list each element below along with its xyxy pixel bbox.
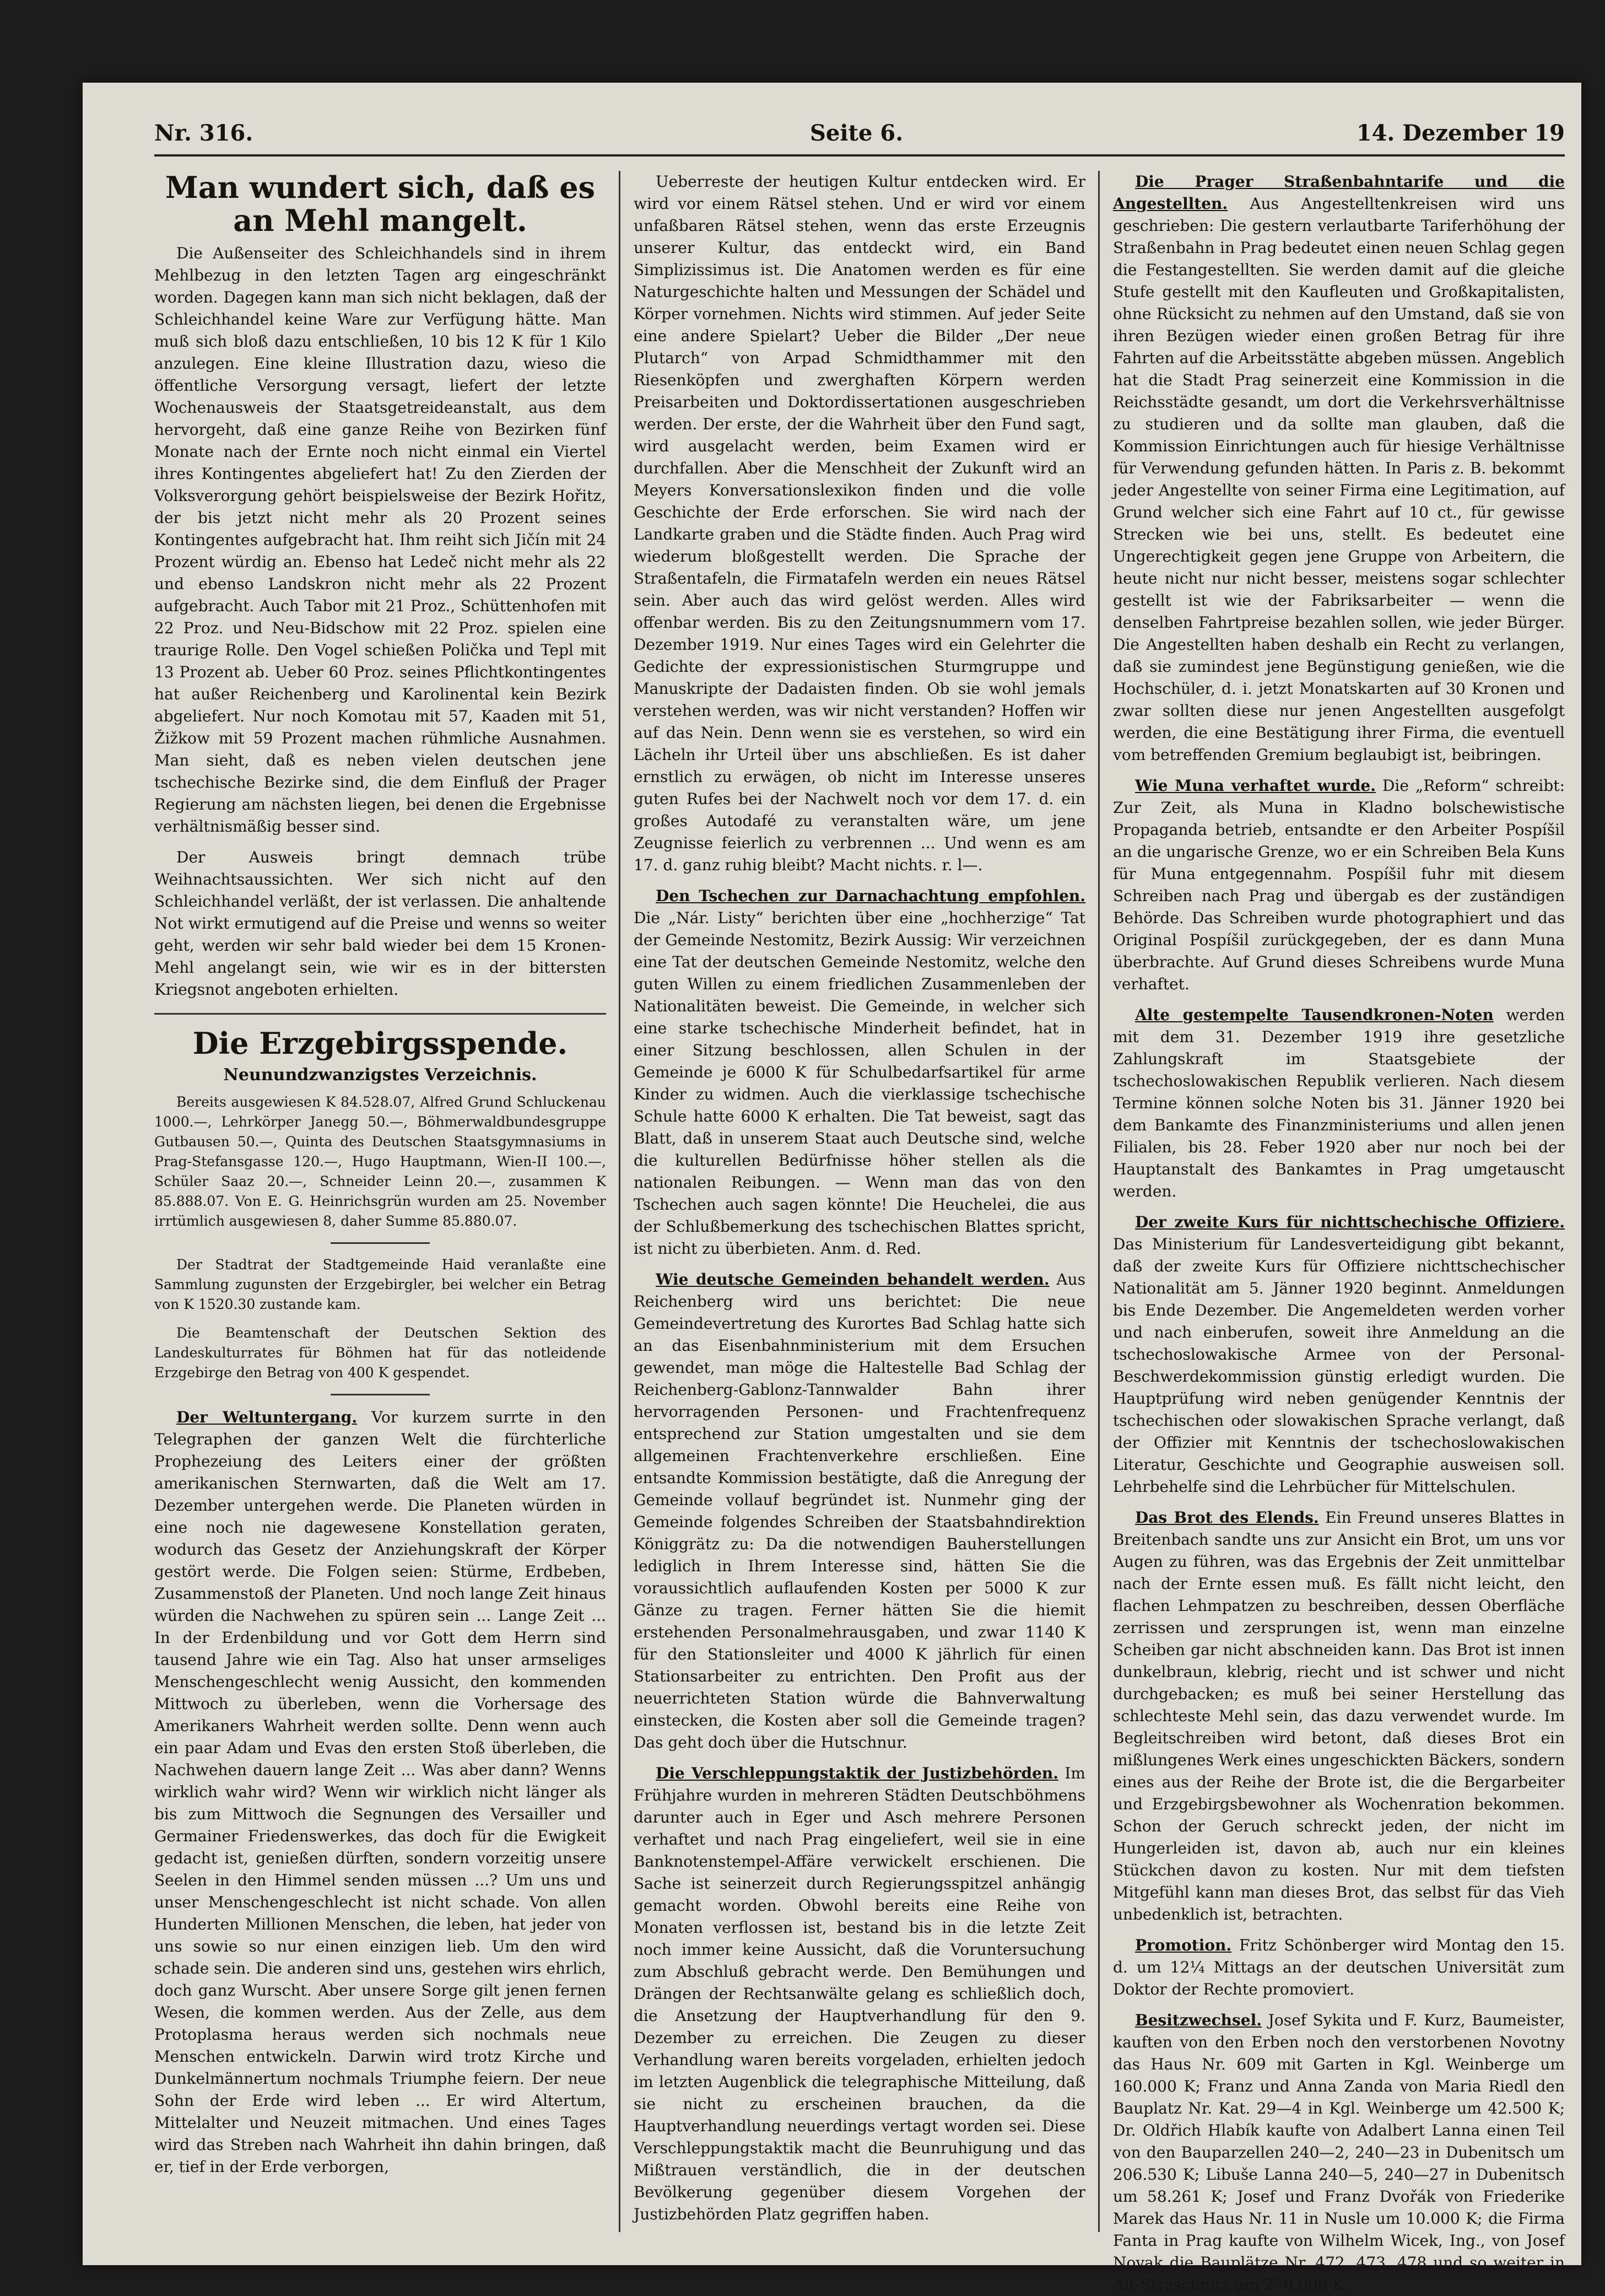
- article-paragraph: [1113, 171, 1565, 766]
- article-paragraph: Die Außenseiter des Schleichhandels sind in ihrem Mehlbezug in den letzten Tagen arg eingeschränkt worden. Dagegen kann man sich nicht beklagen, daß der Schleichhandel keine Ware zur Verfügung hätte. Man muß sich bloß dazu entschließen, 10 bis 12 K für 1 Kilo anzulegen. Eine kleine Illustration dazu, wieso die öffentliche Versorgung versagt, liefert der letzte Wochenausweis der Staatsgetreideanstalt, aus dem hervorgeht, daß eine ganze Reihe von Bezirken fünf Monate nach der Ernte noch nicht einmal ein Viertel ihres Kontingentes abgeliefert hat! Zu den Zierden der Volksverorgung gehört beispielsweise der Bezirk Hořitz, der bis jetzt nicht mehr als 20 Prozent seines Kontingentes aufgebracht hat. Ihm reiht sich Jičín mit 24 Prozent würdig an. Ebenso hat Ledeč nicht mehr als 22 und ebenso Landskron nicht mehr als 22 Prozent aufgebracht. Auch Tabor mit 21 Proz., Schüttenhofen mit 22 Proz. und Neu-Bidschow mit 22 Proz. spielen eine traurige Rolle. Den Vogel schießen Polička und Tepl mit 13 Prozent ab. Ueber 60 Proz. seines Pflichtkontingentes hat außer Reichenberg und Karolinental kein Bezirk abgeliefert. Nur noch Komotau mit 57, Kaaden mit 51, Žižkow mit 59 Prozent machen rühmliche Ausnahmen. Man sieht, daß es neben vielen deutschen jene tschechische Bezirke sind, die dem Einfluß der Prager Regierung am nächsten liegen, bei denen die Ergebnisse verhältnismäßig besser sind.: [154, 244, 606, 836]
- article-paragraph: [1113, 1004, 1565, 1203]
- column-divider: [1098, 171, 1100, 2232]
- article-headline: Man wundert sich, daß es an Mehl mangelt.: [165, 170, 596, 238]
- article-run-in-title: Wie deutsche Gemeinden behandelt werden.: [656, 1270, 1050, 1289]
- article-paragraph: Der Stadtrat der Stadtgemeinde Haid veranlaßte eine Sammlung zugunsten der Erzgebirgler, bei welcher ein Betrag von K 1520.30 zustande kam.: [154, 1257, 606, 1312]
- article-paragraph: [1113, 1507, 1565, 1926]
- article-paragraph: [1113, 2009, 1565, 2296]
- article-paragraph: [1113, 1211, 1565, 1498]
- column-divider: [619, 171, 620, 2232]
- section-divider: [331, 1394, 430, 1395]
- section-divider: [331, 1242, 430, 1244]
- article-text: Ein Freund unseres Blattes in Breitenbach sandte uns zur Ansicht ein Brot, um uns vor Augen zu führen, was das Ergebnis der Zeit unmittelbar nach der Ernte essen muß. Es fällt nicht leicht, den flachen Lehmpatzen zu beschreiben, dessen Oberfläche zerrissen und zersprungen ist, wenn man einzelne Scheiben gar nicht abschneiden kann. Das Brot ist innen dunkelbraun, klebrig, riecht und ist schwer und nicht durchgebacken; es muß bei seiner Herstellung das schlechteste Mehl sein, das dazu verwendet wurde. Im Begleitschreiben wird betont, daß dieses Brot ein mißlungenes Werk eines ungeschickten Bäckers, sondern eines aus der Reihe der Brote ist, die die Bergarbeiter und Erzgebirgsbewohner als Wochenration bekommen. Schon der Geruch schreckt jeden, der nicht im Hungerleiden ist, davon ab, auch nur ein kleines Stückchen davon zu kosten. Nur mit dem tiefsten Mitgefühl kann man dieses Brot, das selbst für das Vieh unbedenklich ist, betrachten.: [1113, 1508, 1565, 1923]
- article-paragraph: [634, 885, 1085, 1260]
- article-text: Die „Reform“ schreibt: Zur Zeit, als Muna in Kladno bolschewistische Propaganda betrieb, entsandte er den Arbeiter Pospíšil an die ungarische Grenze, wo er ein Schreiben Bela Kuns für Muna entgegennahm. Pospíšil fuhr mit diesem Schreiben nach Prag und übergab es der zuständigen Behörde. Das Schreiben wurde photographiert und das Original Pospíšil zurückgegeben, der es dann Muna überbrachte. Auf Grund dieses Schreibens wurde Muna verhaftet.: [1113, 777, 1565, 993]
- article-headline: Die Erzgebirgsspende.: [192, 1026, 568, 1061]
- article-paragraph: Die Beamtenschaft der Deutschen Sektion des Landeskulturrates für Böhmen hat für das notleidende Erzgebirge den Betrag von 400 K gespendet.: [154, 1325, 606, 1381]
- article-text: Aus Angestelltenkreisen wird uns geschrieben: Die gestern verlautbarte Tariferhöhung der Straßenbahn in Prag bedeutet einen neuen Schlag gegen die Festangestellten. Sie werden damit auf die gleiche Stufe gestellt mit den Kaufleuten und Großkapitalisten, ohne Rücksicht zu nehmen auf den Umstand, daß sie von ihren Bezügen wieder einen großen Betrag für ihre Fahrten auf die Arbeitsstätte abgeben müssen. Angeblich hat die Stadt Prag seinerzeit eine Kommission in die Reichsstädte gesandt, um dort die Verkehrsverhältnisse zu studieren und da sollte man glauben, daß die Kommission Einrichtungen auch für hiesige Verhältnisse für Verwendung gefunden hätten. In Paris z. B. bekommt jeder Angestellte von seiner Firma eine Legitimation, auf Grund welcher sich eine Fahrt auf 10 ct., für gewisse Strecken wie bei uns, stellt. Es bedeutet eine Ungerechtigkeit gegen jene Gruppe von Arbeitern, die heute nicht nur nicht besser, meistens sogar schlechter gestellt ist wie der Fabriksarbeiter — wenn die denselben Fahrtpreise bezahlen sollen, wie jeder Bürger. Die Angestellten haben deshalb ein Recht zu verlangen, daß sie zumindest jene Begünstigung genießen, wie die Hochschüler, d. i. jetzt Monatskarten auf 30 Kronen und zwar sollten diese nur jenen Angestellten ausgefolgt werden, die eine Bestätigung ihrer Firma, die eventuell vom betreffenden Gremium beglaubigt ist, beibringen.: [1113, 195, 1565, 764]
- article-paragraph: [634, 1269, 1085, 1754]
- issue-number: Nr. 316.: [154, 120, 253, 146]
- article-text: Fritz Schönberger wird Montag den 15. d. um 12¼ Mittags an der deutschen Universität zum Doktor der Rechte promoviert.: [1113, 1936, 1565, 1998]
- page-header: [154, 116, 1565, 154]
- article-run-in-title: Den Tschechen zur Darnachachtung empfohlen.: [656, 887, 1085, 905]
- article-run-in-title: Der zweite Kurs für nichttschechische Offiziere.: [1135, 1213, 1565, 1231]
- article-run-in-title: Promotion.: [1135, 1936, 1232, 1954]
- newspaper-page: [83, 83, 1581, 2294]
- article-text: Vor kurzem surrte in den Telegraphen der ganzen Welt die fürchterliche Prophezeiung des Leiters einer der größten amerikanischen Sternwarten, daß die Welt am 17. Dezember untergehen werde. Die Planeten würden in eine noch nie dagewesene Konstellation geraten, wodurch das Gesetz der Anziehungskraft der Körper gestört werde. Die Folgen seien: Stürme, Erdbeben, Zusammenstoß der Planeten. Und noch lange Zeit hinaus würden die Nachwehen zu spüren sein ... Lange Zeit ... In der Erdenbildung und vor Gott dem Herrn sind tausend Jahre wie ein Tag. Also hat unser armseliges Menschengeschlecht wenig Aussicht, den kommenden Mittwoch zu überleben, wenn die Vorhersage des Amerikaners Wahrheit werden sollte. Denn wenn auch ein paar Adam und Evas den ersten Stoß überleben, die Nachwehen dauern lange Zeit ... Was aber dann? Wenns wirklich wahr wird? Wenn wir wirklich nicht länger als bis zum Mittwoch die Segnungen des Versailler und Germainer Friedenswerkes, das doch für die Ewigkeit gedacht ist, genießen dürften, sondern vorzeitig unsere Seelen in den Himmel senden müssen ...? Um uns und unser Menschengeschlecht ist nicht schade. Von allen Hunderten Millionen Menschen, die leben, hat jeder von uns sowie so nur einen einzigen lieb. Um den wird schade sein. Die anderen sind uns, gestehen wirs ehrlich, doch ganz Wurscht. Aber unsere Sorge gilt jenen fernen Wesen, die kommen werden. Aus der Zelle, aus dem Protoplasma heraus werden sich nochmals neue Menschen entwickeln. Darwin wird trotz Kirche und Dunkelmännertum nochmals Triumphe feiern. Der neue Sohn der Erde wird leben ... Er wird Altertum, Mittelalter und Neuzeit mitmachen. Und eines Tages wird das Streben nach Wahrheit ihn dahin bringen, daß er, tief in der Erde verborgen,: [154, 1408, 606, 2176]
- article-run-in-title: Besitzwechsel.: [1135, 2011, 1262, 2029]
- issue-date: 14. Dezember 19: [1356, 120, 1565, 146]
- article-subhead: Neunundzwanzigstes Verzeichnis.: [223, 1065, 537, 1085]
- article-text: Josef Sykita und F. Kurz, Baumeister, kauften von den Erben noch den verstorbenen Novotny das Haus Nr. 609 mit Garten in Kgl. Weinberge um 160.000 K; Franz und Anna Zanda von Maria Riedl den Bauplatz Nr. Kat. 29—4 in Kgl. Weinberge um 42.500 K; Dr. Oldřich Hlabík kaufte von Adalbert Lanna einen Teil von den Bauparzellen 240—2, 240—23 in Dubenitsch um 206.530 K; Libuše Lanna 240—5, 240—27 in Dubenitsch um 58.261 K; Josef und Franz Dvořák von Friederike Marek das Haus Nr. 11 in Nusle um 10.000 K; die Firma Fanta in Prag kaufte von Wilhelm Wicek, Ing., von Josef Novak die Bauplätze Nr. 472, 473, 478 und so weiter in Alt-Straschnitz um 270.000 K.: [1113, 2011, 1565, 2294]
- article-run-in-title: Wie Muna verhaftet wurde.: [1135, 777, 1376, 795]
- article-paragraph: [634, 1763, 1085, 2225]
- article-run-in-title: Alte gestempelte Tausendkronen-Noten: [1135, 1006, 1494, 1024]
- article-paragraph: [1113, 1934, 1565, 2001]
- article-run-in-title: Das Brot des Elends.: [1135, 1508, 1319, 1527]
- article-paragraph: Bereits ausgewiesen K 84.528.07, Alfred Grund Schluckenau 1000.—, Lehrkörper Janegg 50.—, Böhmerwaldbundesgruppe Gutbausen 50.—, Quinta des Deutschen Staatsgymnasiums in Prag-Stefansgasse 120.—, Hugo Hauptmann, Wien-II 100.—, Schüler Saaz 20.—, Schneider Leinn 20.—, zusammen K 85.888.07. Von E. G. Heinrichsgrün wurden am 25. November irrtümlich ausgewiesen 8, daher Summe 85.880.07.: [154, 1094, 606, 1229]
- article-text: werden mit dem 31. Dezember 1919 ihre gesetzliche Zahlungskraft im Staatsgebiete der tschechoslowakischen Republik verlieren. Nach diesem Termine können solche Noten bis 31. Jänner 1920 bei dem Bankamte des Finanzministeriums und allen jenen Filialen, bis 28. Feber 1920 aber nur noch bei der Hauptanstalt des Bankamtes in Prag umgetauscht werden.: [1113, 1006, 1565, 1200]
- article-run-in-title: Die Prager Straßenbahntarife und die Angestellten.: [1113, 173, 1565, 213]
- article-text: Aus Reichenberg wird uns berichtet: Die neue Gemeindevertretung des Kurortes Bad Schlag hatte sich an das Eisenbahnministerium mit dem Ersuchen gewendet, man möge die Haltestelle Bad Schlag der Reichenberg-Gablonz-Tannwalder Bahn ihrer hervorragenden Personen- und Frachtenfrequenz entsprechend zur Station umgestalten und sie dem allgemeinen Frachtenverkehre erschließen. Eine entsandte Kommission bestätigte, daß die Anregung der Gemeinde vollauf begründet ist. Nunmehr ging der Gemeinde folgendes Schreiben der Staatsbahndirektion Königgrätz zu: Da die notwendigen Bauherstellungen lediglich in Ihrem Interesse sind, hätten Sie die voraussichtlich auflaufenden Kosten per 5000 K zur Gänze zu tragen. Ferner hätten Sie die hiemit erstehenden Personalmehrausgaben, und zwar 1140 K für den Stationsleiter und 4000 K jährlich für einen Stationsarbeiter zu entrichten. Den Profit aus der neuerrichteten Station würde die Bahnverwaltung einstecken, die Kosten aber soll die Gemeinde tragen? Das geht doch über die Hutschnur.: [634, 1270, 1086, 1751]
- article-text: Das Ministerium für Landesverteidigung gibt bekannt, daß der zweite Kurs für Offiziere nichttschechischer Nationalität am 5. Jänner 1920 beginnt. Anmeldungen bis Ende Dezember. Die Angemeldeten werden vorher und nach einberufen, soweit ihre Anmeldung an die tschechoslowakische Armee von der Personal-Beschwerdekommission günstig erledigt wurden. Die Hauptprüfung wird neben genügender Kenntnis der tschechischen oder slowakischen Sprache verlangt, daß der Offizier mit Kenntnis der tschechoslowakischen Literatur, Geschichte und Geographie ausweisen soll. Lehrbehelfe sind die Lehrbücher für Mittelschulen.: [1113, 1235, 1565, 1496]
- section-divider: [154, 1013, 606, 1015]
- article-paragraph: Ueberreste der heutigen Kultur entdecken wird. Er wird vor einem Rätsel stehen. Und er wird vor einem unfaßbaren Rätsel stehen, wenn das erste Erzeugnis unserer Kultur, das entdeckt wird, ein Band Simplizissimus ist. Die Anatomen werden es für eine Naturgeschichte halten und Messungen der Schädel und Körper vornehmen. Nichts wird stimmen. Auf jeder Seite eine andere Spielart? Ueber die Bilder „Der neue Plutarch“ von Arpad Schmidthammer mit den Riesenköpfen und zwerghaften Körpern werden Preisarbeiten und Doktordissertationen ausgeschrieben werden. Der erste, der die Wahrheit über den Fund sagt, wird ausgelacht werden, beim Examen wird er durchfallen. Aber die Menschheit der Zukunft wird an Meyers Konversationslexikon finden und die volle Geschichte der Erde erforschen. Sie wird nach der Landkarte graben und die Städte finden. Auch Prag wird wiederum bloßgestellt werden. Die Sprache der Straßentafeln, die Firmatafeln werden ein neues Rätsel sein. Aber auch das wird gelöst werden. Alles wird offenbar werden. Bis zu den Zeitungsnummern vom 17. Dezember 1919. Nur eines Tages wird ein Gelehrter die Gedichte der expressionistischen Sturmgruppe und Manuskripte der Dadaisten finden. Ob sie wohl jemals verstehen werden, was wir nicht verstanden? Hoffen wir auf das Nein. Denn wenn sie es verstehen, so wird ein Lächeln ihr Urteil über uns abschließen. Es ist daher ernstlich zu erwägen, ob nicht im Interesse unseres guten Rufes bei der Nachwelt noch vor dem 17. d. ein großes Autodafé zu veranstalten wäre, um jene Zeugnisse feierlich zu verbrennen ... Und wenn es am 17. d. ganz ruhig bleibt? Macht nichts. r. l—.: [634, 173, 1085, 874]
- article-paragraph: [1113, 775, 1565, 995]
- column-3: [1113, 171, 1565, 2294]
- article-text: Die „Nár. Listy“ berichten über eine „hochherzige“ Tat der Gemeinde Nestomitz, Bezirk Aussig: Wir verzeichnen eine Tat der deutschen Gemeinde Nestomitz, welche den guten Willen zu einem friedlichen Zusammenleben der Nationalitäten beweist. Die Gemeinde, in welcher sich eine starke tschechische Minderheit befindet, hat in einer Sitzung beschlossen, allen Schulen in der Gemeinde je 6000 K für Schulbedarfsartikel für arme Kinder zu widmen. Auch die vierklassige tschechische Schule hatte 6000 K erhalten. Die Tat beweist, sagt das Blatt, daß in unserem Staat auch Deutsche sind, welche die kulturellen Bedürfnisse höher stellen als die nationalen Reibungen. — Wenn man das von den Tschechen auch sagen könnte! Die Heuchelei, die aus der Schlußbemerkung des tschechischen Blattes spricht, ist nicht zu überbieten. Anm. d. Red.: [634, 909, 1085, 1258]
- article-paragraph: Der Ausweis bringt demnach trübe Weihnachtsaussichten. Wer sich nicht auf den Schleichhandel verläßt, der ist verlassen. Die anhaltende Not wirkt ermutigend auf die Preise und wenns so weiter geht, werden wir sehr bald wieder bei dem 15 Kronen-Mehl angelangt sein, wie wir es in der bittersten Kriegsnot angeboten erhielten.: [154, 848, 606, 999]
- article-text: Im Frühjahre wurden in mehreren Städten Deutschböhmens darunter auch in Eger und Asch mehrere Personen verhaftet und nach Prag eingeliefert, weil sie in eine Banknotenstempel-Affäre verwickelt erschienen. Die Sache ist seinerzeit durch Regierungsspitzel anhängig gemacht worden. Obwohl bereits eine Reihe von Monaten verflossen ist, bestand bis in die letzte Zeit noch immer keine Aussicht, daß die Voruntersuchung zum Abschluß gebracht werde. Den Bemühungen und Drängen der Rechtsanwälte gelang es schließlich doch, die Ansetzung der Hauptverhandlung für den 9. Dezember zu erreichen. Die Zeugen zu dieser Verhandlung waren bereits vorgeladen, erhielten jedoch im letzten Augenblick die telegraphische Mitteilung, daß sie nicht zu erscheinen brauchen, da die Hauptverhandlung neuerdings vertagt worden sei. Diese Verschleppungstaktik macht die Beunruhigung und das Mißtrauen verständlich, die in der deutschen Bevölkerung gegenüber diesem Vorgehen der Justizbehörden Platz gegriffen haben.: [634, 1764, 1085, 2223]
- page-number: Seite 6.: [810, 120, 904, 146]
- article-run-in-title: Der Weltuntergang.: [176, 1408, 358, 1426]
- column-2: [634, 171, 1085, 2232]
- article-paragraph: [154, 1406, 606, 2178]
- column-1: [154, 171, 606, 2232]
- header-rule: [154, 154, 1565, 157]
- article-run-in-title: Die Verschleppungstaktik der Justizbehörden.: [656, 1764, 1059, 1782]
